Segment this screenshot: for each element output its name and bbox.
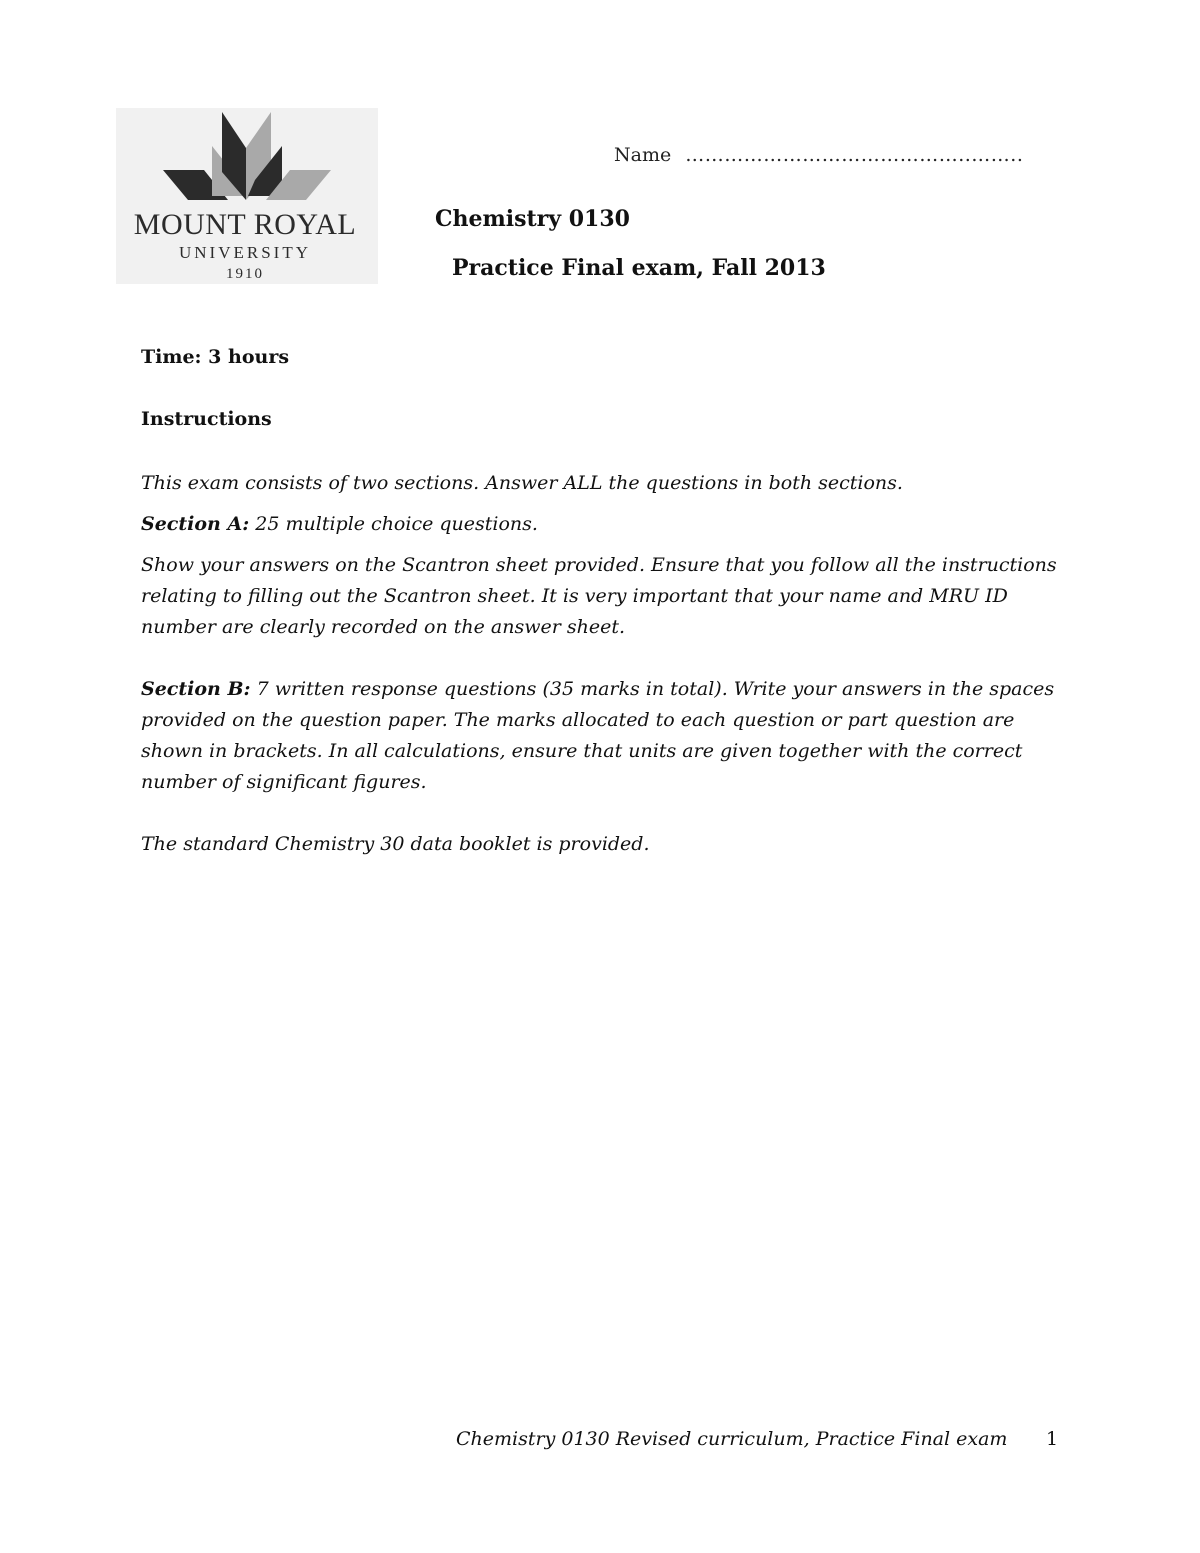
logo-year: 1910 — [226, 266, 264, 282]
page-footer: Chemistry 0130 Revised curriculum, Practice Final exam — [456, 1428, 1008, 1450]
name-label: Name — [614, 144, 672, 166]
page-number: 1 — [1046, 1428, 1059, 1450]
course-title: Chemistry 0130 — [435, 206, 630, 232]
logo-name: MOUNT ROYAL — [133, 208, 357, 241]
scantron-instructions: Show your answers on the Scantron sheet provided. Ensure that you follow all the instructions relating to filling out the Scantron sheet. It is very important that your name and MRU ID number are clearly recorded on the answer sheet. — [141, 554, 1057, 638]
section-a-text: 25 multiple choice questions. — [249, 513, 538, 535]
data-booklet-note: The standard Chemistry 30 data booklet is provided. — [141, 833, 650, 855]
exam-time: Time: 3 hours — [141, 346, 290, 368]
section-b-label: Section B: — [141, 678, 251, 700]
university-logo-graphic — [116, 108, 378, 284]
university-logo — [116, 108, 378, 284]
section-a-paragraph — [141, 509, 1081, 540]
logo-subtitle: UNIVERSITY — [179, 243, 311, 262]
name-dots: ……………………………………..…….. — [685, 144, 1024, 166]
section-a-label: Section A: — [141, 513, 250, 535]
section-b-paragraph — [141, 674, 1081, 798]
instructions-intro: This exam consists of two sections. Answer ALL the questions in both sections. — [141, 472, 903, 494]
section-b-text: 7 written response questions (35 marks in total). Write your answers in the spaces provided on the question paper. The marks allocated to each question or part question are shown in brackets. In all calculations, ensure that units are given together with the correct number of significant figures. — [141, 678, 1055, 793]
name-field-line[interactable] — [614, 144, 1023, 166]
instructions-heading: Instructions — [141, 408, 272, 430]
exam-subtitle: Practice Final exam, Fall 2013 — [452, 255, 826, 281]
